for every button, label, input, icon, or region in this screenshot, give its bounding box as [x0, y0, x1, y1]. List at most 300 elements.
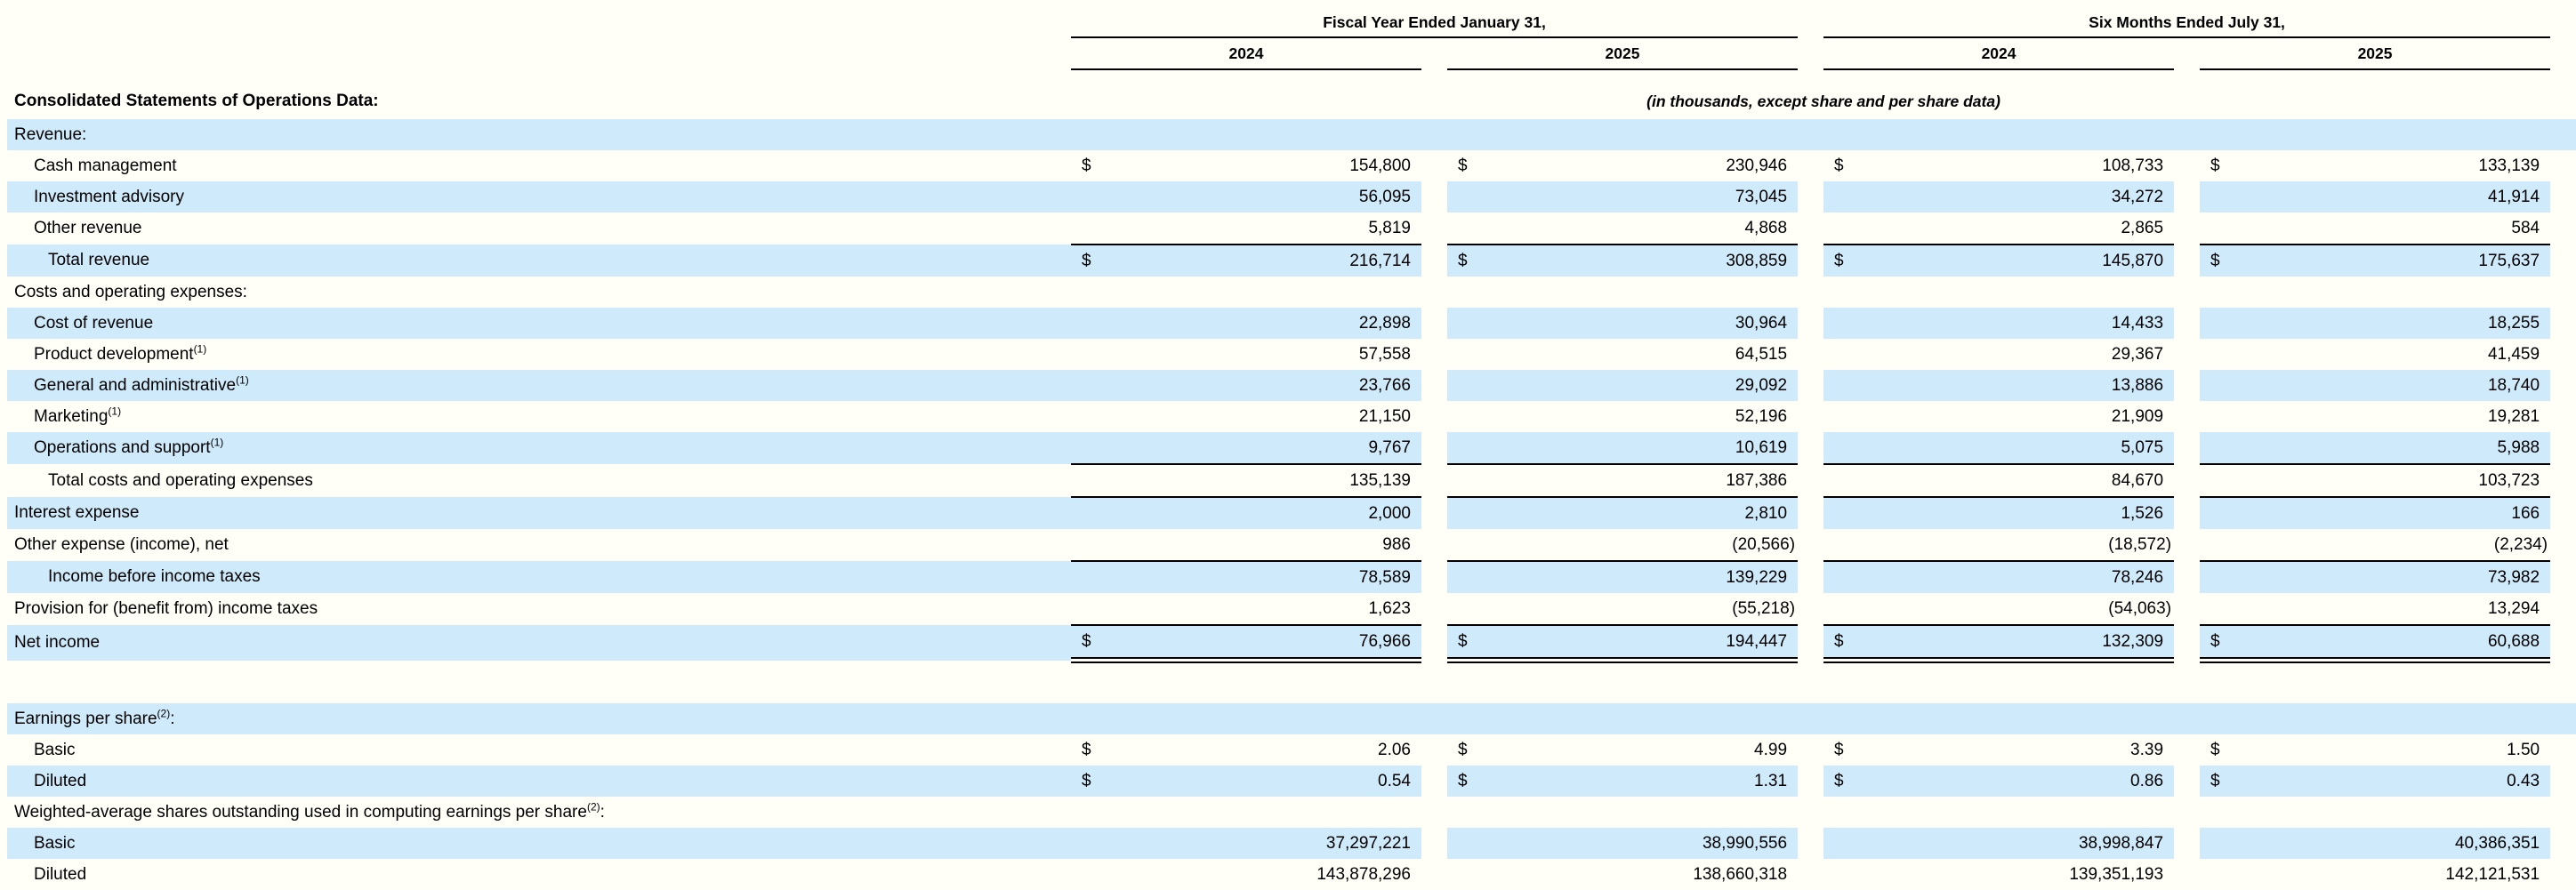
currency-cell [1823, 703, 1854, 734]
gap-cell [1798, 277, 1823, 308]
gap-cell [1421, 593, 1447, 625]
currency-cell [1071, 339, 1101, 370]
gap-cell [2174, 339, 2200, 370]
row-label: Basic [7, 828, 1071, 859]
gap-cell [1421, 561, 1447, 593]
gap-cell [1421, 859, 1447, 890]
row-label: General and administrative$^{(1)}$ [7, 370, 1071, 401]
currency-cell [2200, 277, 2230, 308]
value-cell: 5,988 [2230, 432, 2550, 464]
table-row [7, 401, 2576, 432]
value-cell: 37,297,221 [1101, 828, 1421, 859]
gap-cell [1798, 797, 1823, 828]
currency-cell: $ [2200, 766, 2230, 797]
currency-cell [2200, 401, 2230, 432]
currency-cell [1823, 529, 1854, 561]
gap-cell [2174, 245, 2200, 277]
currency-cell [2200, 593, 2230, 625]
gap-cell [1798, 703, 1823, 734]
currency-cell [1071, 370, 1101, 401]
currency-cell [1823, 464, 1854, 497]
gap-cell [1798, 119, 1823, 150]
footnote-ref: (1) [108, 405, 122, 418]
gap-cell [2174, 734, 2200, 766]
row-label: Other revenue [34, 219, 142, 237]
value-cell: 38,990,556 [1477, 828, 1798, 859]
spacer-cell [7, 661, 2576, 704]
table-row [7, 432, 2576, 464]
gap-cell [1421, 119, 1447, 150]
gap-cell [2174, 181, 2200, 212]
currency-cell: $ [1082, 156, 1091, 175]
footnote-ref: (1) [193, 342, 207, 356]
value-cell [2230, 703, 2550, 734]
value-cell: 64,515 [1735, 344, 1788, 364]
gap-cell [2174, 370, 2200, 401]
value-cell: 2,810 [1477, 497, 1798, 529]
currency-cell: $ [1823, 766, 1854, 797]
value-cell: 29,092 [1477, 370, 1798, 401]
gap-cell [1798, 0, 1823, 37]
value-cell: 132,309 [1854, 625, 2174, 661]
value-cell: 216,714 [1101, 245, 1421, 277]
value-cell: (2,234) [2493, 534, 2548, 554]
value-cell: 9,767 [1101, 432, 1421, 464]
currency-cell [2200, 497, 2230, 529]
currency-cell: $ [1447, 625, 1477, 661]
value-cell: 21,150 [1358, 406, 1411, 426]
currency-cell [1823, 859, 1854, 890]
currency-cell: $ [1071, 245, 1101, 277]
currency-cell [1447, 432, 1477, 464]
row-label: Total revenue [7, 245, 1071, 277]
row-label: Interest expense [7, 497, 1071, 529]
currency-cell [1447, 497, 1477, 529]
value-cell: 230,946 [1726, 156, 1788, 175]
gap-cell [2550, 181, 2576, 212]
gap-cell [2550, 0, 2576, 37]
gap-cell [1798, 37, 1823, 69]
value-cell [1477, 797, 1798, 828]
currency-cell [2200, 119, 2230, 150]
table-row [7, 464, 2576, 497]
value-cell: 60,688 [2230, 625, 2550, 661]
gap-cell [2174, 625, 2200, 661]
gap-cell [2174, 432, 2200, 464]
value-cell [2230, 797, 2550, 828]
gap-cell [1798, 245, 1823, 277]
currency-cell: $ [1082, 740, 1091, 759]
year-column-header: 2024 [1071, 37, 1421, 69]
value-cell: 139,229 [1477, 561, 1798, 593]
value-cell [1101, 797, 1421, 828]
gap-cell [1798, 766, 1823, 797]
table-row [7, 703, 2576, 734]
gap-cell [1421, 734, 1447, 766]
gap-cell [2174, 401, 2200, 432]
gap-cell [2174, 308, 2200, 339]
gap-cell [2174, 150, 2200, 181]
currency-cell [2200, 181, 2230, 212]
currency-cell [1071, 529, 1101, 561]
currency-cell [1447, 593, 1477, 625]
period-group-six-months: Six Months Ended July 31, [1823, 0, 2550, 37]
gap-cell [1421, 797, 1447, 828]
table-row [7, 734, 2576, 766]
year-column-header: 2025 [1447, 37, 1798, 69]
table-row [7, 181, 2576, 212]
value-cell: 21,909 [2111, 406, 2164, 426]
footnote-ref: (2) [157, 707, 171, 720]
currency-cell [1071, 497, 1101, 529]
currency-cell: $ [2200, 625, 2230, 661]
currency-cell: $ [1834, 740, 1844, 759]
currency-cell [1823, 497, 1854, 529]
gap-cell [2174, 37, 2200, 69]
gap-cell [1798, 859, 1823, 890]
gap-cell [2550, 150, 2576, 181]
gap-cell [1798, 593, 1823, 625]
currency-cell [1071, 464, 1101, 497]
gap-cell [2174, 561, 2200, 593]
table-row [7, 529, 2576, 561]
currency-cell [2200, 339, 2230, 370]
currency-cell [1071, 859, 1101, 890]
year-column-header: 2024 [1823, 37, 2174, 69]
gap-cell [1798, 828, 1823, 859]
value-cell: 2.06 [1378, 740, 1411, 759]
table-row [7, 497, 2576, 529]
table-row [7, 859, 2576, 890]
gap-cell [1798, 561, 1823, 593]
value-cell [2230, 277, 2550, 308]
row-label: Marketing$^{(1)}$ [34, 405, 122, 426]
currency-cell [1071, 797, 1101, 828]
gap-cell [2550, 859, 2576, 890]
value-cell [1101, 703, 1421, 734]
value-cell: 18,740 [2230, 370, 2550, 401]
currency-cell [1447, 181, 1477, 212]
value-cell: 1.31 [1477, 766, 1798, 797]
gap-cell [1798, 432, 1823, 464]
currency-cell [1447, 401, 1477, 432]
gap-cell [1421, 828, 1447, 859]
value-cell: 29,367 [2111, 344, 2164, 364]
value-cell: 84,670 [1854, 464, 2174, 497]
value-cell: 135,139 [1101, 464, 1421, 497]
value-cell: 194,447 [1477, 625, 1798, 661]
table-row [7, 245, 2576, 277]
currency-cell [1071, 593, 1101, 625]
footnote-ref: (1) [236, 373, 249, 387]
value-cell: 76,966 [1101, 625, 1421, 661]
gap-cell [2550, 529, 2576, 561]
gap-cell [2550, 625, 2576, 661]
currency-cell: $ [1458, 740, 1468, 759]
currency-cell [1447, 308, 1477, 339]
gap-cell [2550, 339, 2576, 370]
gap-cell [1798, 212, 1823, 245]
row-label: Basic [34, 740, 76, 759]
currency-cell: $ [1071, 766, 1101, 797]
currency-cell [1823, 401, 1854, 432]
table-row [7, 119, 2576, 150]
footnote-ref: (1) [210, 436, 224, 449]
gap-cell [1421, 339, 1447, 370]
value-cell [1101, 119, 1421, 150]
currency-cell [1447, 339, 1477, 370]
value-cell: 19,281 [2487, 406, 2540, 426]
gap-cell [1421, 245, 1447, 277]
currency-cell [1071, 703, 1101, 734]
currency-cell [1823, 277, 1854, 308]
currency-cell: $ [1823, 245, 1854, 277]
table-row [7, 370, 2576, 401]
value-cell: 308,859 [1477, 245, 1798, 277]
row-label: Earnings per share$^{(2)}$: [7, 703, 1071, 734]
gap-cell [1798, 401, 1823, 432]
value-cell [1477, 277, 1798, 308]
currency-cell [2200, 828, 2230, 859]
gap-cell [2550, 766, 2576, 797]
gap-cell [2550, 464, 2576, 497]
table-row [7, 828, 2576, 859]
currency-cell [2200, 464, 2230, 497]
gap-cell [1421, 37, 1447, 69]
corner-cell [7, 0, 1071, 37]
currency-cell: $ [1834, 156, 1844, 175]
value-cell: 30,964 [1477, 308, 1798, 339]
gap-cell [1798, 339, 1823, 370]
table-row [7, 150, 2576, 181]
currency-cell [2200, 308, 2230, 339]
gap-cell [2550, 277, 2576, 308]
row-label: Provision for (benefit from) income taxes [14, 599, 318, 618]
value-cell: (18,572) [2108, 534, 2172, 554]
value-cell: 103,723 [2230, 464, 2550, 497]
row-label: Revenue: [7, 119, 1071, 150]
value-cell: 22,898 [1101, 308, 1421, 339]
value-cell: 56,095 [1101, 181, 1421, 212]
value-cell: 3.39 [2130, 740, 2164, 759]
currency-cell [1823, 339, 1854, 370]
currency-cell [1823, 181, 1854, 212]
operations-table [7, 0, 2576, 890]
value-cell: 154,800 [1349, 156, 1411, 175]
gap-cell [2174, 797, 2200, 828]
value-cell: (54,063) [2108, 598, 2172, 618]
gap-cell [1421, 308, 1447, 339]
table-row [7, 593, 2576, 625]
gap-cell [2550, 401, 2576, 432]
value-cell: 73,045 [1477, 181, 1798, 212]
value-cell [1854, 119, 2174, 150]
currency-cell [2200, 859, 2230, 890]
note-row [7, 69, 2576, 119]
table-row [7, 797, 2576, 828]
value-cell [2230, 119, 2550, 150]
value-cell: 2,865 [2121, 218, 2164, 237]
currency-cell: $ [2210, 740, 2220, 759]
row-label: Costs and operating expenses: [14, 282, 247, 301]
currency-cell [1071, 181, 1101, 212]
section-title: Consolidated Statements of Operations Data: [14, 92, 379, 110]
currency-cell [2200, 561, 2230, 593]
value-cell: 4.99 [1754, 740, 1788, 759]
gap-cell [1421, 150, 1447, 181]
spacer-row [7, 661, 2576, 704]
gap-cell [1421, 401, 1447, 432]
gap-cell [2174, 593, 2200, 625]
gap-cell [1798, 308, 1823, 339]
currency-cell: $ [2210, 156, 2220, 175]
value-cell: 41,459 [2487, 344, 2540, 364]
currency-cell [1447, 529, 1477, 561]
value-cell [1477, 119, 1798, 150]
currency-cell [2200, 703, 2230, 734]
table-row [7, 766, 2576, 797]
value-cell: 133,139 [2478, 156, 2540, 175]
row-label: Other expense (income), net [14, 535, 229, 554]
row-label: Cost of revenue [7, 308, 1071, 339]
value-cell: 41,914 [2230, 181, 2550, 212]
currency-cell [1823, 432, 1854, 464]
gap-cell [2550, 734, 2576, 766]
gap-cell [1798, 625, 1823, 661]
value-cell [1854, 797, 2174, 828]
value-cell: 13,886 [1854, 370, 2174, 401]
table-row [7, 625, 2576, 661]
value-cell: 0.43 [2230, 766, 2550, 797]
gap-cell [1421, 703, 1447, 734]
value-cell: 38,998,847 [1854, 828, 2174, 859]
corner-cell [7, 37, 1071, 69]
value-cell [1101, 277, 1421, 308]
gap-cell [1798, 464, 1823, 497]
value-cell: 40,386,351 [2230, 828, 2550, 859]
currency-cell [1447, 797, 1477, 828]
row-label: Income before income taxes [7, 561, 1071, 593]
value-cell: 187,386 [1477, 464, 1798, 497]
gap-cell [2550, 245, 2576, 277]
value-cell: 57,558 [1358, 344, 1411, 364]
row-label: Net income [7, 625, 1071, 661]
currency-cell [1447, 464, 1477, 497]
row-label: Operations and support$^{(1)}$ [7, 432, 1071, 464]
currency-cell [1447, 212, 1477, 245]
gap-cell [2174, 828, 2200, 859]
value-cell: (20,566) [1732, 534, 1796, 554]
table-row [7, 277, 2576, 308]
value-cell: 73,982 [2230, 561, 2550, 593]
currency-cell: $ [1458, 156, 1468, 175]
value-cell: 0.54 [1101, 766, 1421, 797]
value-cell: 143,878,296 [1316, 864, 1411, 884]
gap-cell [2550, 797, 2576, 828]
value-cell: 142,121,531 [2445, 864, 2540, 884]
row-label: Product development$^{(1)}$ [34, 342, 207, 364]
gap-cell [2174, 703, 2200, 734]
footnote-ref: (2) [586, 800, 600, 814]
value-cell: 34,272 [1854, 181, 2174, 212]
value-cell: 18,255 [2230, 308, 2550, 339]
currency-cell [1823, 308, 1854, 339]
value-cell: 1.50 [2507, 740, 2540, 759]
value-cell: 2,000 [1101, 497, 1421, 529]
currency-cell [1447, 828, 1477, 859]
period-group-fiscal-year: Fiscal Year Ended January 31, [1071, 0, 1798, 37]
gap-cell [1421, 432, 1447, 464]
table-row [7, 561, 2576, 593]
gap-cell [2550, 432, 2576, 464]
year-header-row [7, 37, 2576, 69]
value-cell: 108,733 [2102, 156, 2164, 175]
row-label: Diluted [7, 766, 1071, 797]
gap-cell [1798, 734, 1823, 766]
value-cell: 4,868 [1744, 218, 1788, 237]
gap-cell [2550, 561, 2576, 593]
currency-cell [1447, 370, 1477, 401]
row-label: Diluted [34, 864, 87, 884]
value-cell: 166 [2230, 497, 2550, 529]
currency-cell: $ [1071, 625, 1101, 661]
value-cell: 78,246 [1854, 561, 2174, 593]
currency-cell [1823, 593, 1854, 625]
currency-cell: $ [1447, 766, 1477, 797]
table-row [7, 308, 2576, 339]
gap-cell [2550, 593, 2576, 625]
currency-cell [1071, 432, 1101, 464]
value-cell: (55,218) [1732, 598, 1796, 618]
gap-cell [2174, 277, 2200, 308]
gap-cell [2174, 497, 2200, 529]
value-cell [1854, 703, 2174, 734]
value-cell: 175,637 [2230, 245, 2550, 277]
value-cell: 145,870 [1854, 245, 2174, 277]
units-note: (in thousands, except share and per share data) [1646, 92, 2000, 110]
value-cell: 584 [2511, 218, 2540, 237]
currency-cell [1823, 119, 1854, 150]
table-row [7, 212, 2576, 245]
gap-cell [1421, 277, 1447, 308]
gap-cell [2550, 212, 2576, 245]
year-column-header: 2025 [2200, 37, 2550, 69]
currency-cell [2200, 529, 2230, 561]
currency-cell [2200, 797, 2230, 828]
gap-cell [2550, 37, 2576, 69]
gap-cell [1798, 181, 1823, 212]
currency-cell [1071, 401, 1101, 432]
gap-cell [2550, 308, 2576, 339]
value-cell: 139,351,193 [2069, 864, 2164, 884]
gap-cell [2174, 766, 2200, 797]
value-cell [1477, 703, 1798, 734]
row-label: Investment advisory [7, 181, 1071, 212]
currency-cell [1823, 212, 1854, 245]
table-row [7, 339, 2576, 370]
value-cell: 14,433 [1854, 308, 2174, 339]
gap-cell [2550, 497, 2576, 529]
currency-cell [1823, 561, 1854, 593]
row-label: Total costs and operating expenses [48, 470, 313, 490]
gap-cell [2174, 464, 2200, 497]
currency-cell [1071, 212, 1101, 245]
value-cell: 986 [1382, 534, 1411, 554]
currency-cell [1071, 828, 1101, 859]
gap-cell [1798, 150, 1823, 181]
gap-cell [1798, 529, 1823, 561]
currency-cell: $ [1823, 625, 1854, 661]
